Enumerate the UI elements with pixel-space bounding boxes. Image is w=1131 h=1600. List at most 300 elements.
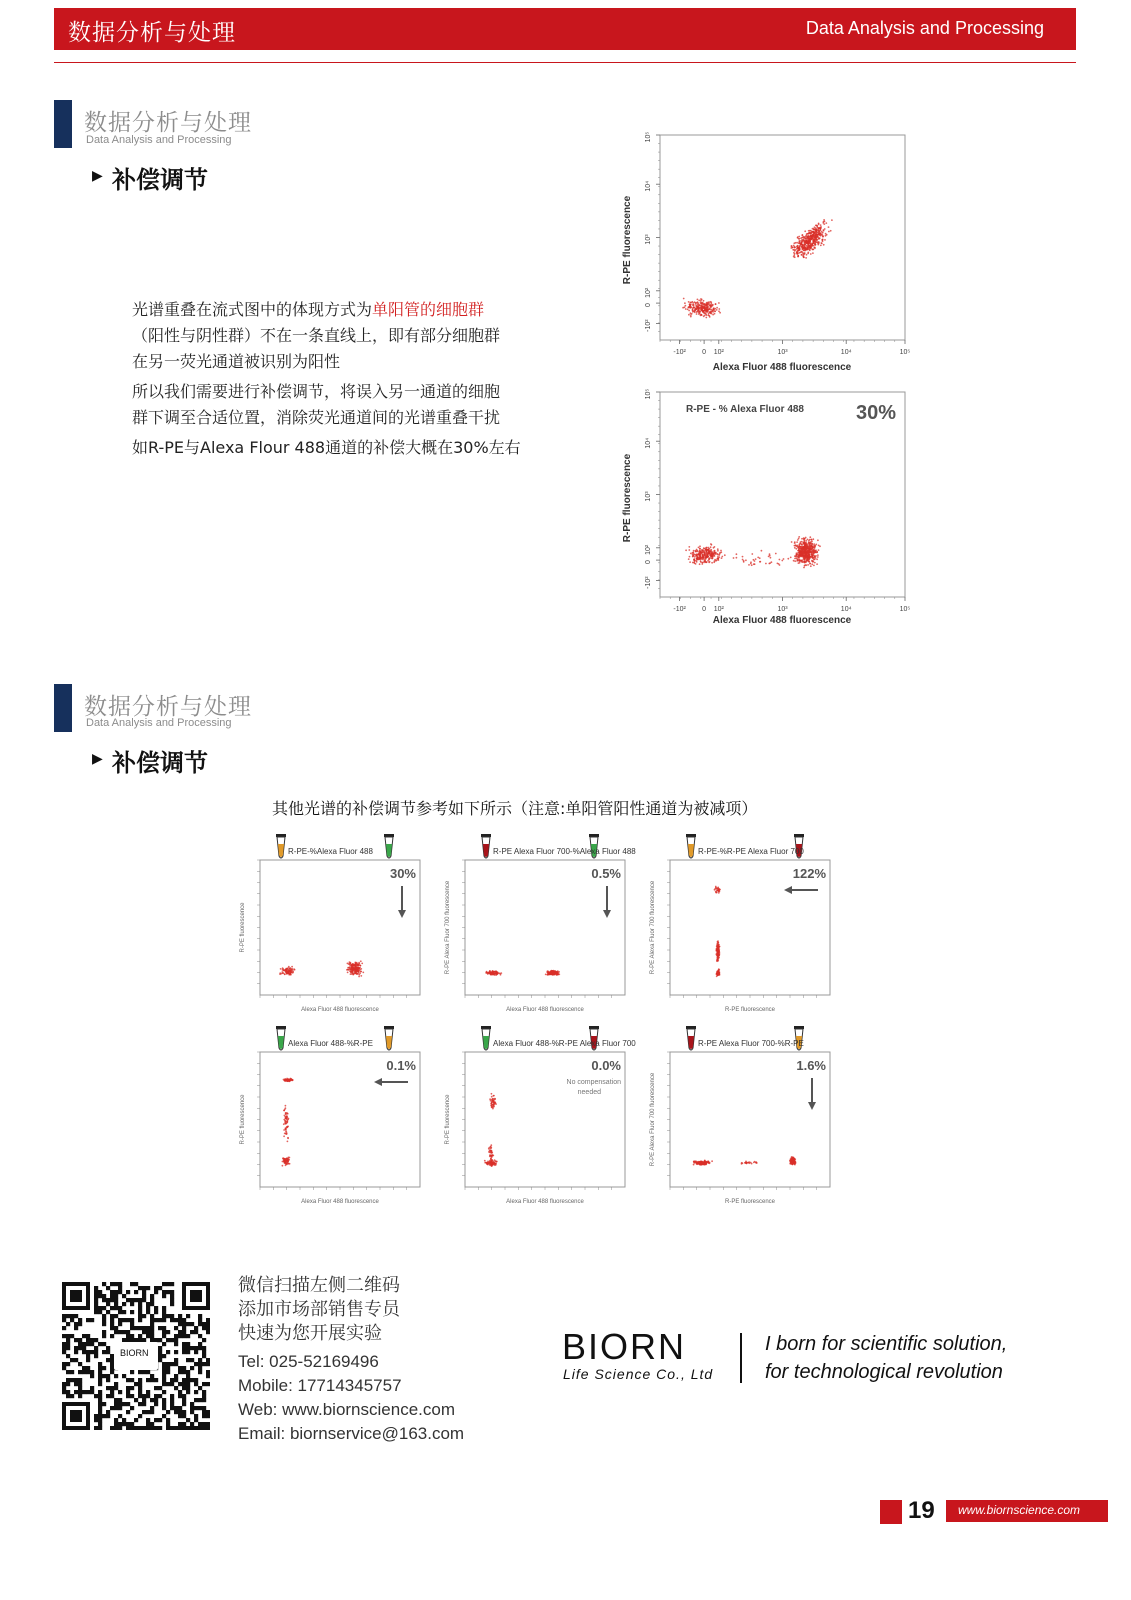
- event-dot: [358, 971, 360, 973]
- text-line: 所以我们需要进行补偿调节，将误入另一通道的细胞: [132, 382, 501, 401]
- event-dot: [793, 249, 795, 251]
- event-dot: [491, 1096, 493, 1098]
- event-dot: [805, 549, 807, 551]
- event-dot: [717, 945, 719, 947]
- event-dot: [798, 560, 800, 562]
- event-dot: [805, 237, 807, 239]
- event-dot: [350, 971, 352, 973]
- event-dot: [292, 972, 294, 974]
- section1-paragraph: [132, 297, 572, 461]
- x-tick-label: -10²: [673, 606, 686, 613]
- event-dot: [699, 548, 701, 550]
- event-dot: [703, 316, 705, 318]
- event-dot: [803, 543, 805, 545]
- event-dot: [754, 560, 756, 562]
- event-dot: [791, 1156, 793, 1158]
- event-dot: [716, 958, 718, 960]
- event-dot: [817, 242, 819, 244]
- event-dot: [358, 963, 360, 965]
- event-dot: [813, 231, 815, 233]
- event-dot: [695, 308, 697, 310]
- x-tick-label: 0: [702, 606, 707, 613]
- triangle-icon: ▶: [92, 751, 103, 767]
- event-dot: [696, 313, 698, 315]
- event-dot: [718, 554, 720, 556]
- event-dot: [793, 1162, 795, 1164]
- event-dot: [769, 553, 771, 555]
- event-dot: [717, 558, 719, 560]
- event-dot: [710, 303, 712, 305]
- event-dot: [487, 972, 489, 974]
- event-dot: [811, 244, 813, 246]
- event-dot: [557, 970, 559, 972]
- event-dot: [695, 563, 697, 565]
- event-dot: [813, 565, 815, 567]
- event-dot: [759, 561, 761, 563]
- wechat-line: 微信扫描左侧二维码: [238, 1275, 400, 1296]
- event-dot: [797, 539, 799, 541]
- event-dot: [813, 548, 815, 550]
- event-dot: [289, 967, 291, 969]
- event-dot: [817, 554, 819, 556]
- event-dot: [794, 247, 796, 249]
- plot2-percent: 30%: [855, 402, 896, 424]
- flow-plots-figure: [610, 120, 930, 635]
- panel-ylabel: R-PE Alexa Fluor 700 fluorescence: [650, 880, 656, 975]
- event-dot: [777, 563, 779, 565]
- event-dot: [495, 973, 497, 975]
- event-dot: [715, 560, 717, 562]
- panel-percent: 0.0%: [591, 1058, 621, 1073]
- event-dot: [814, 562, 816, 564]
- event-dot: [700, 298, 702, 300]
- event-dot: [808, 559, 810, 561]
- event-dot: [712, 557, 714, 559]
- event-dot: [692, 556, 694, 558]
- event-dot: [812, 242, 814, 244]
- event-dot: [830, 230, 832, 232]
- event-dot: [702, 554, 704, 556]
- event-dot: [710, 546, 712, 548]
- event-dot: [831, 219, 833, 221]
- event-dot: [822, 240, 824, 242]
- event-dot: [791, 541, 793, 543]
- event-dot: [822, 232, 824, 234]
- event-dot: [489, 1154, 491, 1156]
- compensation-grid-figure: [232, 828, 842, 1208]
- event-dot: [286, 1080, 288, 1082]
- event-dot: [718, 944, 720, 946]
- event-dot: [484, 1160, 486, 1162]
- event-dot: [804, 559, 806, 561]
- event-dot: [826, 234, 828, 236]
- section-title-cn: 数据分析与处理: [84, 110, 252, 136]
- event-dot: [720, 550, 722, 552]
- event-dot: [721, 556, 723, 558]
- event-dot: [807, 564, 809, 566]
- event-dot: [695, 1161, 697, 1163]
- event-dot: [818, 223, 820, 225]
- brand-logo: BIORN: [562, 1326, 687, 1367]
- event-dot: [286, 1120, 288, 1122]
- panel-ylabel: R-PE fluorescence: [445, 1094, 451, 1145]
- event-dot: [695, 551, 697, 553]
- section-title-en: Data Analysis and Processing: [86, 134, 232, 146]
- event-dot: [693, 1164, 695, 1166]
- event-dot: [806, 545, 808, 547]
- event-dot: [715, 303, 717, 305]
- event-dot: [794, 547, 796, 549]
- event-dot: [493, 1095, 495, 1097]
- event-dot: [810, 542, 812, 544]
- event-dot: [817, 227, 819, 229]
- wechat-text: [238, 1274, 400, 1346]
- event-dot: [716, 888, 718, 890]
- event-dot: [708, 559, 710, 561]
- event-dot: [805, 564, 807, 566]
- event-dot: [801, 237, 803, 239]
- event-dot: [814, 546, 816, 548]
- event-dot: [745, 559, 747, 561]
- event-dot: [811, 539, 813, 541]
- event-dot: [704, 309, 706, 311]
- event-dot: [286, 1118, 288, 1120]
- panel-xlabel: Alexa Fluor 488 fluorescence: [301, 1199, 379, 1205]
- event-dot: [696, 1162, 698, 1164]
- event-dot: [814, 247, 816, 249]
- event-dot: [710, 543, 712, 545]
- event-dot: [819, 233, 821, 235]
- panel-percent: 0.1%: [386, 1058, 416, 1073]
- panel-title: R-PE Alexa Fluor 700-%Alexa Fluor 488: [493, 847, 636, 856]
- event-dot: [352, 964, 354, 966]
- event-dot: [685, 549, 687, 551]
- y-tick-label: 10³: [645, 234, 652, 245]
- event-dot: [702, 307, 704, 309]
- x-tick-label: -10²: [673, 349, 686, 356]
- event-dot: [808, 242, 810, 244]
- event-dot: [809, 247, 811, 249]
- event-dot: [287, 1158, 289, 1160]
- event-dot: [290, 970, 292, 972]
- event-dot: [754, 1161, 756, 1163]
- event-dot: [746, 1162, 748, 1164]
- event-dot: [553, 971, 555, 973]
- slogan-line: for technological revolution: [765, 1361, 1003, 1383]
- event-dot: [282, 969, 284, 971]
- event-dot: [493, 972, 495, 974]
- panel-title: R-PE-%R-PE Alexa Fluor 700: [698, 847, 804, 856]
- event-dot: [491, 1160, 493, 1162]
- event-dot: [797, 550, 799, 552]
- event-dot: [825, 222, 827, 224]
- event-dot: [770, 557, 772, 559]
- event-dot: [287, 1113, 289, 1115]
- event-dot: [802, 557, 804, 559]
- event-dot: [797, 245, 799, 247]
- event-dot: [347, 972, 349, 974]
- event-dot: [696, 549, 698, 551]
- event-dot: [283, 1129, 285, 1131]
- event-dot: [820, 234, 822, 236]
- panel-xlabel: R-PE fluorescence: [724, 1007, 776, 1013]
- event-dot: [284, 973, 286, 975]
- event-dot: [698, 300, 700, 302]
- event-dot: [779, 564, 781, 566]
- compensation-panel: [445, 1026, 636, 1205]
- panel-title: R-PE-%Alexa Fluor 488: [288, 847, 373, 856]
- event-dot: [708, 303, 710, 305]
- event-dot: [750, 1162, 752, 1164]
- event-dot: [708, 301, 710, 303]
- event-dot: [688, 558, 690, 560]
- event-dot: [823, 229, 825, 231]
- contact-web: Web: www.biornscience.com: [238, 1400, 455, 1419]
- brand-subtitle: Life Science Co., Ltd: [563, 1366, 714, 1382]
- event-dot: [690, 316, 692, 318]
- y-tick-label: 0: [645, 560, 652, 565]
- panel-ylabel: R-PE Alexa Fluor 700 fluorescence: [650, 1072, 656, 1167]
- event-dot: [350, 967, 352, 969]
- event-dot: [547, 974, 549, 976]
- event-dot: [802, 553, 804, 555]
- event-dot: [806, 245, 808, 247]
- event-dot: [820, 229, 822, 231]
- text-line: 群下调至合适位置，消除荧光通道间的光谱重叠干扰: [132, 408, 501, 427]
- contact-mobile: Mobile: 17714345757: [238, 1376, 402, 1395]
- event-dot: [813, 234, 815, 236]
- event-dot: [812, 538, 814, 540]
- event-dot: [705, 313, 707, 315]
- event-dot: [711, 562, 713, 564]
- event-dot: [283, 1123, 285, 1125]
- panel-percent: 122%: [792, 866, 826, 881]
- event-dot: [713, 555, 715, 557]
- event-dot: [555, 971, 557, 973]
- section-marker: [54, 684, 72, 732]
- y-tick-label: 10²: [645, 544, 652, 555]
- event-dot: [797, 546, 799, 548]
- event-dot: [724, 554, 726, 556]
- event-dot: [796, 242, 798, 244]
- event-dot: [688, 307, 690, 309]
- event-dot: [697, 299, 699, 301]
- event-dot: [696, 311, 698, 313]
- event-dot: [801, 243, 803, 245]
- event-dot: [699, 1162, 701, 1164]
- event-dot: [809, 563, 811, 565]
- event-dot: [684, 306, 686, 308]
- event-dot: [709, 561, 711, 563]
- event-dot: [819, 545, 821, 547]
- event-dot: [360, 968, 362, 970]
- section-subtitle: 补偿调节: [112, 166, 208, 194]
- event-dot: [812, 248, 814, 250]
- event-dot: [355, 970, 357, 972]
- brand-slogan: [765, 1330, 1007, 1386]
- event-dot: [805, 556, 807, 558]
- event-dot: [693, 559, 695, 561]
- event-dot: [711, 553, 713, 555]
- event-dot: [689, 302, 691, 304]
- event-dot: [491, 1107, 493, 1109]
- event-dot: [810, 230, 812, 232]
- event-dot: [714, 308, 716, 310]
- event-dot: [802, 240, 804, 242]
- event-dot: [488, 1151, 490, 1153]
- event-dot: [284, 1109, 286, 1111]
- text-line: 如R-PE与Alexa Flour 488通道的补偿大概在30%左右: [132, 438, 521, 457]
- event-dot: [285, 1105, 287, 1107]
- event-dot: [803, 538, 805, 540]
- event-dot: [795, 242, 797, 244]
- event-dot: [797, 255, 799, 257]
- event-dot: [796, 554, 798, 556]
- x-tick-label: 0: [702, 349, 707, 356]
- event-dot: [801, 541, 803, 543]
- event-dot: [791, 1160, 793, 1162]
- event-dot: [691, 301, 693, 303]
- event-dot: [690, 312, 692, 314]
- event-dot: [797, 247, 799, 249]
- event-dot: [713, 308, 715, 310]
- event-dot: [714, 310, 716, 312]
- event-dot: [714, 313, 716, 315]
- y-tick-label: 10³: [645, 491, 652, 502]
- event-dot: [803, 256, 805, 258]
- event-dot: [820, 245, 822, 247]
- event-dot: [817, 556, 819, 558]
- event-dot: [711, 1160, 713, 1162]
- y-tick-label: -10²: [645, 319, 652, 332]
- event-dot: [683, 298, 685, 300]
- event-dot: [692, 554, 694, 556]
- event-dot: [820, 224, 822, 226]
- event-dot: [490, 1144, 492, 1146]
- event-dot: [286, 1131, 288, 1133]
- event-dot: [495, 972, 497, 974]
- event-dot: [697, 551, 699, 553]
- event-dot: [807, 550, 809, 552]
- event-dot: [702, 562, 704, 564]
- event-dot: [287, 968, 289, 970]
- event-dot: [286, 1115, 288, 1117]
- event-dot: [488, 1148, 490, 1150]
- event-dot: [704, 552, 706, 554]
- event-dot: [282, 967, 284, 969]
- event-dot: [805, 257, 807, 259]
- event-dot: [545, 974, 547, 976]
- event-dot: [291, 966, 293, 968]
- compensation-panel: [240, 1026, 420, 1205]
- panel-xlabel: Alexa Fluor 488 fluorescence: [506, 1007, 584, 1013]
- event-dot: [715, 552, 717, 554]
- event-dot: [816, 236, 818, 238]
- event-dot: [710, 555, 712, 557]
- event-dot: [796, 557, 798, 559]
- event-dot: [813, 543, 815, 545]
- event-dot: [817, 539, 819, 541]
- header-title-en: Data Analysis and Processing: [805, 18, 1044, 38]
- y-tick-label: 10⁵: [645, 131, 652, 143]
- event-dot: [287, 1141, 289, 1143]
- event-dot: [699, 550, 701, 552]
- event-dot: [688, 314, 690, 316]
- wechat-line: 快速为您开展实验: [238, 1323, 382, 1344]
- event-dot: [712, 305, 714, 307]
- event-dot: [804, 561, 806, 563]
- event-dot: [807, 244, 809, 246]
- event-dot: [799, 544, 801, 546]
- event-dot: [495, 1103, 497, 1105]
- event-dot: [806, 560, 808, 562]
- event-dot: [282, 1165, 284, 1167]
- highlight-text: 单阳管的细胞群: [372, 300, 485, 319]
- x-tick-label: 10³: [777, 606, 788, 613]
- event-dot: [704, 562, 706, 564]
- event-dot: [351, 973, 353, 975]
- event-dot: [494, 1159, 496, 1161]
- event-dot: [703, 300, 705, 302]
- event-dot: [707, 547, 709, 549]
- event-dot: [685, 308, 687, 310]
- event-dot: [798, 551, 800, 553]
- event-dot: [765, 563, 767, 565]
- event-dot: [285, 1164, 287, 1166]
- event-dot: [696, 557, 698, 559]
- x-tick-label: 10³: [777, 349, 788, 356]
- event-dot: [755, 558, 757, 560]
- event-dot: [741, 1163, 743, 1165]
- event-dot: [719, 312, 721, 314]
- event-dot: [718, 308, 720, 310]
- x-tick-label: 10⁵: [899, 606, 911, 613]
- event-dot: [354, 973, 356, 975]
- event-dot: [282, 972, 284, 974]
- event-dot: [558, 973, 560, 975]
- event-dot: [812, 546, 814, 548]
- event-dot: [717, 940, 719, 942]
- event-dot: [790, 247, 792, 249]
- event-dot: [362, 972, 364, 974]
- event-dot: [705, 305, 707, 307]
- event-dot: [803, 542, 805, 544]
- event-dot: [289, 1157, 291, 1159]
- event-dot: [808, 238, 810, 240]
- event-dot: [815, 555, 817, 557]
- event-dot: [791, 245, 793, 247]
- event-dot: [806, 242, 808, 244]
- event-dot: [716, 943, 718, 945]
- event-dot: [701, 563, 703, 565]
- plot1-xlabel: Alexa Fluor 488 fluorescence: [712, 362, 852, 373]
- event-dot: [808, 230, 810, 232]
- event-dot: [690, 553, 692, 555]
- event-dot: [285, 1128, 287, 1130]
- event-dot: [717, 972, 719, 974]
- event-dot: [820, 227, 822, 229]
- event-dot: [492, 1104, 494, 1106]
- event-dot: [685, 305, 687, 307]
- event-dot: [815, 557, 817, 559]
- event-dot: [489, 970, 491, 972]
- event-dot: [783, 558, 785, 560]
- event-dot: [548, 972, 550, 974]
- event-dot: [794, 560, 796, 562]
- event-dot: [688, 546, 690, 548]
- event-dot: [812, 252, 814, 254]
- event-dot: [703, 547, 705, 549]
